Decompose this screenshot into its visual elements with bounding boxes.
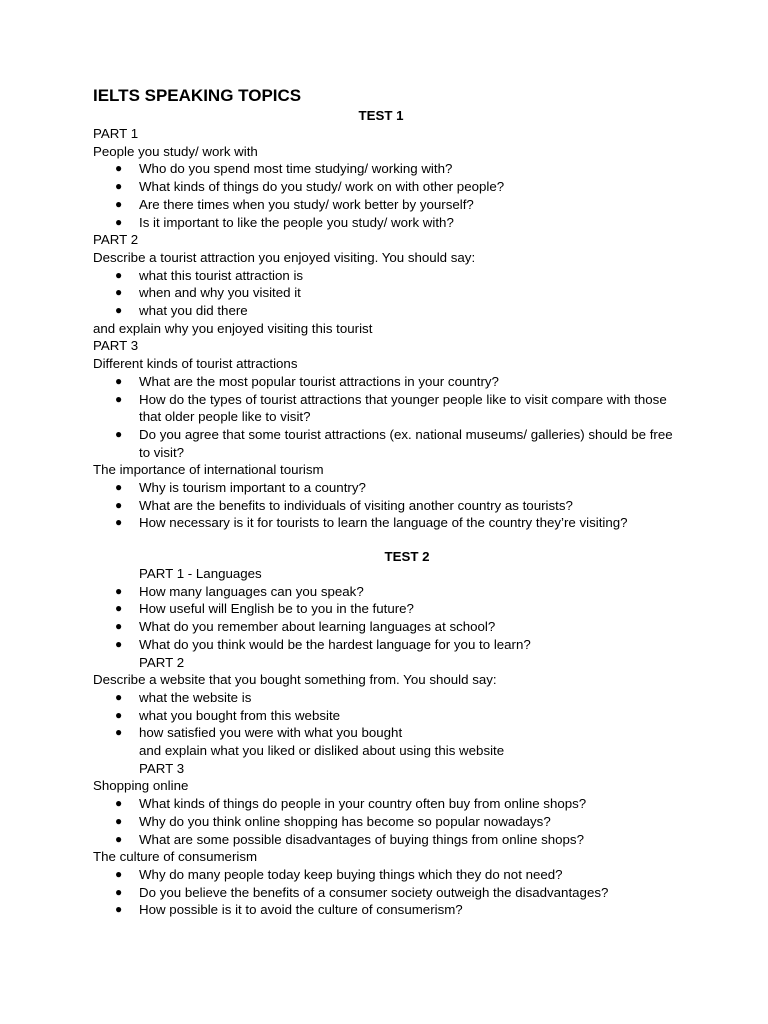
bullet-icon: ● — [115, 813, 123, 828]
list-item-text: How possible is it to avoid the culture of consumerism? — [139, 902, 463, 918]
bullet-icon: ● — [115, 303, 123, 318]
test1-part3-topic2: The importance of international tourism — [93, 462, 324, 478]
list-item — [0, 866, 768, 884]
bullet-icon: ● — [115, 480, 123, 495]
list-item — [0, 391, 768, 426]
test2-section — [0, 565, 768, 919]
list-item — [0, 636, 768, 654]
bullet-icon: ● — [115, 373, 123, 388]
list-item — [0, 196, 768, 214]
list-item-text: How many languages can you speak? — [139, 583, 364, 599]
list-item-text: what you did there — [139, 303, 248, 319]
list-item-text: What are the benefits to individuals of visiting another country as tourists? — [139, 497, 573, 513]
list-item — [0, 479, 768, 497]
bullet-icon: ● — [115, 214, 123, 229]
list-item — [0, 514, 768, 532]
list-item — [0, 707, 768, 725]
bullet-icon: ● — [115, 831, 123, 846]
test1-part2-prompt: Describe a tourist attraction you enjoyed visiting. You should say: — [93, 249, 476, 265]
list-item — [0, 214, 768, 232]
list-item-text: What do you remember about learning languages at school? — [139, 619, 496, 635]
bullet-icon: ● — [115, 179, 123, 194]
bullet-icon: ● — [115, 196, 123, 211]
list-item — [0, 426, 768, 461]
list-item — [0, 302, 768, 320]
bullet-icon: ● — [115, 619, 123, 634]
bullet-icon: ● — [115, 707, 123, 722]
test2-part2-label: PART 2 — [139, 654, 185, 670]
list-item-text: What are the most popular tourist attractions in your country? — [139, 373, 499, 389]
test2-part2-prompt: Describe a website that you bought something from. You should say: — [93, 672, 497, 688]
bullet-icon: ● — [115, 161, 123, 176]
test2-part3-topic1: Shopping online — [93, 778, 189, 794]
list-item-text: what this tourist attraction is — [139, 267, 304, 283]
list-item — [0, 178, 768, 196]
test1-part2-label: PART 2 — [93, 232, 139, 248]
bullet-icon: ● — [115, 636, 123, 651]
list-item-text: Why do you think online shopping has become so popular nowadays? — [139, 813, 551, 829]
test2-part1-label: PART 1 - Languages — [139, 566, 262, 581]
list-item-text: What kinds of things do people in your country often buy from online shops? — [139, 796, 587, 812]
test1-part1-label: PART 1 — [93, 126, 139, 141]
test2-part3-label: PART 3 — [139, 760, 185, 776]
list-item — [0, 600, 768, 618]
bullet-icon: ● — [115, 391, 123, 406]
list-item-text: Do you agree that some tourist attractions (ex. national museums/ galleries) should be free to visit? — [139, 426, 673, 460]
bullet-icon: ● — [115, 689, 123, 704]
test2-heading: TEST 2 — [384, 549, 430, 564]
list-item-text: Why is tourism important to a country? — [139, 480, 366, 496]
list-item — [0, 373, 768, 391]
bullet-icon: ● — [115, 426, 123, 441]
list-item — [0, 795, 768, 813]
list-item — [0, 813, 768, 831]
list-item-text: what the website is — [139, 689, 252, 705]
list-item — [0, 724, 768, 742]
list-item-text: How useful will English be to you in the future? — [139, 601, 414, 617]
list-item-text: What kinds of things do you study/ work on with other people? — [139, 179, 505, 195]
bullet-icon: ● — [115, 515, 123, 530]
list-item — [0, 583, 768, 601]
list-item-text: Who do you spend most time studying/ working with? — [139, 161, 453, 177]
test1-part1-topic: People you study/ work with — [93, 143, 258, 159]
bullet-icon: ● — [115, 601, 123, 616]
list-item — [0, 901, 768, 919]
test2-part3-topic2: The culture of consumerism — [93, 849, 258, 865]
bullet-icon: ● — [115, 285, 123, 300]
bullet-icon: ● — [115, 884, 123, 899]
list-item-text: what you bought from this website — [139, 707, 341, 723]
bullet-icon: ● — [115, 902, 123, 917]
list-item-text: Are there times when you study/ work better by yourself? — [139, 196, 474, 212]
list-item — [0, 160, 768, 178]
bullet-icon: ● — [115, 497, 123, 512]
list-item — [0, 267, 768, 285]
list-item — [0, 831, 768, 849]
list-item-text: how satisfied you were with what you bought — [139, 725, 403, 741]
test1-section — [0, 125, 768, 532]
list-item — [0, 284, 768, 302]
test2-part2-closing: and explain what you liked or disliked about using this website — [139, 743, 505, 759]
list-item — [0, 497, 768, 515]
bullet-icon: ● — [115, 583, 123, 598]
list-item-text: when and why you visited it — [139, 285, 301, 301]
list-item — [0, 689, 768, 707]
list-item-text: Do you believe the benefits of a consumer society outweigh the disadvantages? — [139, 884, 609, 900]
list-item — [0, 618, 768, 636]
document-title: IELTS SPEAKING TOPICS — [93, 86, 302, 105]
test1-part2-closing: and explain why you enjoyed visiting this tourist — [93, 320, 373, 336]
bullet-icon: ● — [115, 866, 123, 881]
list-item — [0, 884, 768, 902]
list-item-text: What do you think would be the hardest language for you to learn? — [139, 636, 531, 652]
test1-part3-label: PART 3 — [93, 338, 139, 354]
list-item-text: Is it important to like the people you study/ work with? — [139, 214, 454, 230]
list-item-text: How necessary is it for tourists to learn the language of the country they’re visiting? — [139, 515, 628, 531]
bullet-icon: ● — [115, 796, 123, 811]
list-item-text: Why do many people today keep buying things which they do not need? — [139, 866, 563, 882]
bullet-icon: ● — [115, 267, 123, 282]
list-item-text: How do the types of tourist attractions that younger people like to visit compare with those that older people like to visit? — [139, 391, 667, 425]
test1-part3-topic1: Different kinds of tourist attractions — [93, 356, 298, 372]
test1-heading: TEST 1 — [358, 108, 404, 123]
list-item-text: What are some possible disadvantages of buying things from online shops? — [139, 831, 584, 847]
bullet-icon: ● — [115, 725, 123, 740]
